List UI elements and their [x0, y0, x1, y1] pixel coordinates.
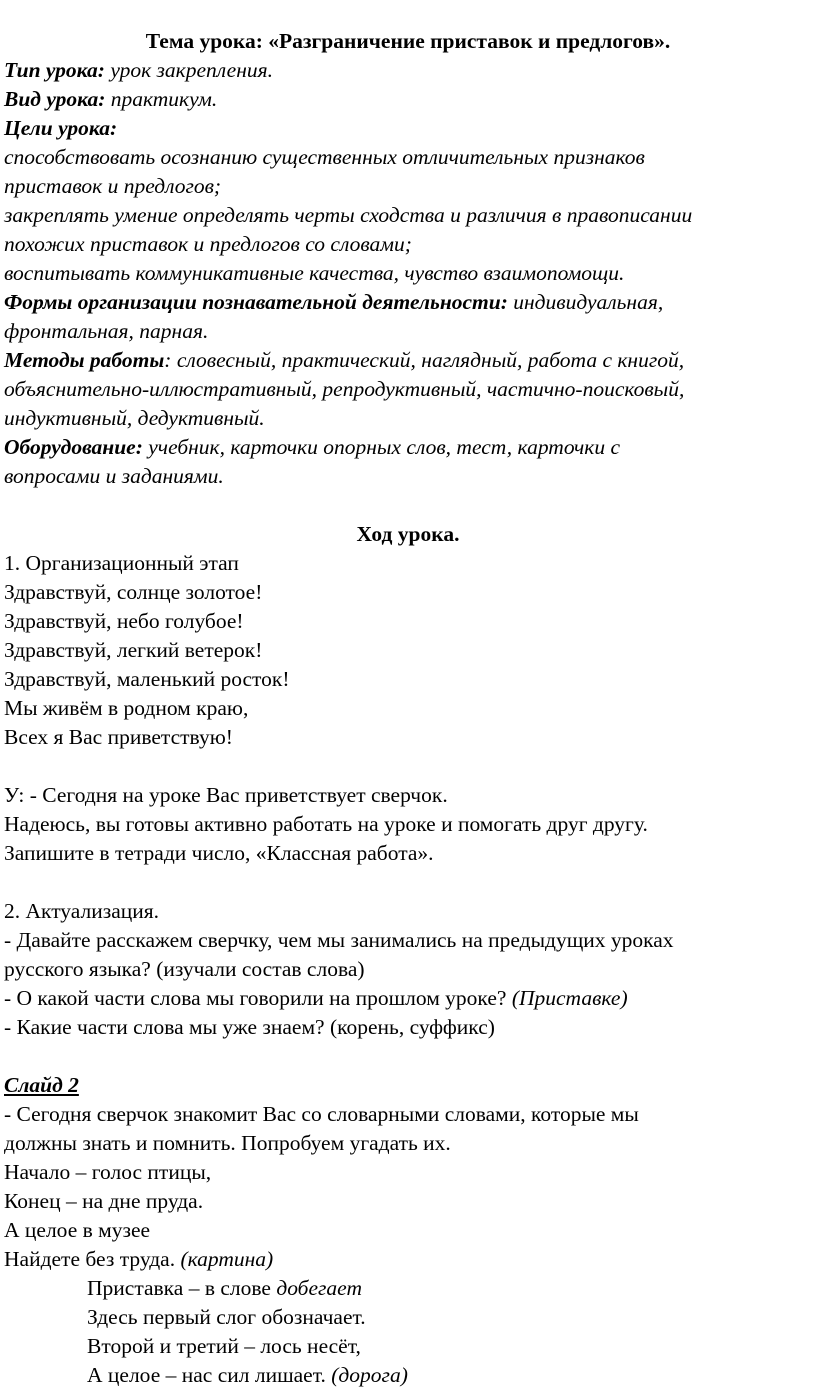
riddle-line — [4, 1274, 804, 1303]
equipment-line — [4, 433, 804, 462]
riddle-line: А целое в музее — [4, 1218, 151, 1242]
goal-line: воспитывать коммуникативные качества, чувство взаимопомощи. — [4, 261, 625, 285]
question-text: - О какой части слова мы говорили на прошлом уроке? — [4, 986, 512, 1010]
greeting-line: Всех я Вас приветствую! — [4, 725, 233, 749]
goal-line: приставок и предлогов; — [4, 174, 222, 198]
question-line: - Давайте расскажем сверчку, чем мы занимались на предыдущих уроках — [4, 928, 674, 952]
forms-line — [4, 288, 804, 317]
teacher-line: У: - Сегодня на уроке Вас приветствует сверчок. — [4, 783, 448, 807]
riddle-line — [4, 1245, 804, 1274]
lesson-type — [4, 56, 804, 85]
teacher-line: Надеюсь, вы готовы активно работать на уроке и помогать друг другу. — [4, 812, 648, 836]
greeting-line: Здравствуй, маленький росток! — [4, 667, 290, 691]
equipment-label: Оборудование: — [4, 435, 143, 459]
greeting-line: Мы живём в родном краю, — [4, 696, 249, 720]
methods-line — [4, 346, 804, 375]
methods-value-cont: объяснительно-иллюстративный, репродуктивный, частично-поисковый, — [4, 377, 685, 401]
slide-text: - Сегодня сверчок знакомит Вас со словарными словами, которые мы — [4, 1102, 639, 1126]
greeting-line: Здравствуй, солнце золотое! — [4, 580, 263, 604]
blank-line — [4, 1042, 804, 1071]
methods-label: Методы работы — [4, 348, 165, 372]
riddle-line: Второй и третий – лось несёт, — [87, 1334, 361, 1358]
stage1-title: 1. Организационный этап — [4, 551, 239, 575]
lesson-kind — [4, 85, 804, 114]
riddle-line: Конец – на дне пруда. — [4, 1189, 204, 1213]
methods-value: : словесный, практический, наглядный, работа с книгой, — [164, 348, 685, 372]
equipment-value: учебник, карточки опорных слов, тест, карточки с — [142, 435, 620, 459]
course-heading: Ход урока. — [356, 522, 460, 546]
methods-value-cont: индуктивный, дедуктивный. — [4, 406, 265, 430]
lesson-kind-value: практикум. — [105, 87, 218, 111]
blank-line — [4, 491, 804, 520]
riddle-line: Здесь первый слог обозначает. — [87, 1305, 366, 1329]
lesson-type-value: урок закрепления. — [104, 58, 273, 82]
riddle-text: А целое – нас сил лишает. — [87, 1363, 332, 1387]
greeting-line: Здравствуй, легкий ветерок! — [4, 638, 263, 662]
riddle-line — [4, 1361, 804, 1390]
teacher-line: Запишите в тетради число, «Классная работа». — [4, 841, 434, 865]
riddle-text: Приставка – в слове — [87, 1276, 277, 1300]
forms-label: Формы организации познавательной деятельности: — [4, 290, 508, 314]
lesson-type-label: Тип урока: — [4, 58, 105, 82]
lesson-topic: Тема урока: «Разграничение приставок и предлогов». — [145, 29, 671, 53]
riddle-word: добегает — [276, 1276, 362, 1300]
blank-line — [4, 752, 804, 781]
goal-line: закреплять умение определять черты сходства и различия в правописании — [4, 203, 693, 227]
blank-line — [4, 868, 804, 897]
riddle-answer: (картина) — [180, 1247, 274, 1271]
slide-text: должны знать и помнить. Попробуем угадать их. — [4, 1131, 451, 1155]
greeting-line: Здравствуй, небо голубое! — [4, 609, 244, 633]
riddle-text: Найдете без труда. — [4, 1247, 181, 1271]
question-line: - Какие части слова мы уже знаем? (корень, суффикс) — [4, 1015, 495, 1039]
equipment-value-cont: вопросами и заданиями. — [4, 464, 224, 488]
forms-value-cont: фронтальная, парная. — [4, 319, 209, 343]
slide-label: Слайд 2 — [4, 1073, 79, 1097]
riddle-answer: (дорога) — [331, 1363, 408, 1387]
stage2-title: 2. Актуализация. — [4, 899, 160, 923]
riddle-line: Начало – голос птицы, — [4, 1160, 212, 1184]
goal-line: похожих приставок и предлогов со словами; — [4, 232, 412, 256]
lesson-kind-label: Вид урока: — [4, 87, 106, 111]
question-line — [4, 984, 804, 1013]
question-line: русского языка? (изучали состав слова) — [4, 957, 365, 981]
goal-line: способствовать осознанию существенных отличительных признаков — [4, 145, 645, 169]
goals-label: Цели урока: — [4, 116, 118, 140]
forms-value: индивидуальная, — [507, 290, 664, 314]
question-answer: (Приставке) — [511, 986, 628, 1010]
